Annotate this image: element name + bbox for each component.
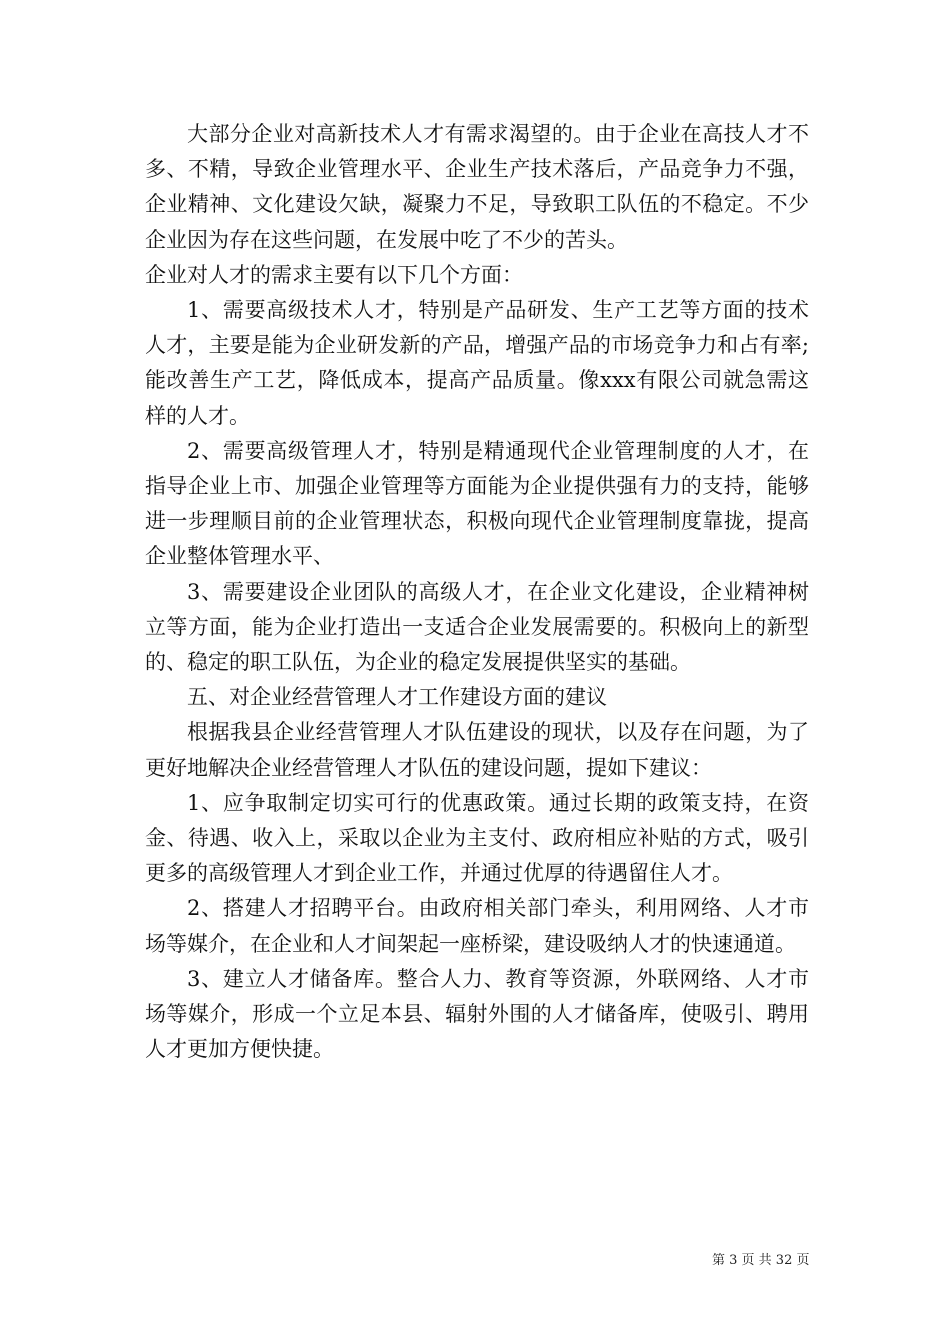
page-number-footer: 第 3 页 共 32 页 bbox=[712, 1253, 810, 1268]
paragraph-tech-talent: 1、需要高级技术人才，特别是产品研发、生产工艺等方面的技术人才，主要是能为企业研发新的产品，增强产品的市场竞争力和占有率;能改善生产工艺，降低成本，提高产品质量。像xxx有限公司就急需这样的人才。 bbox=[145, 298, 809, 428]
paragraph-demand-aspects: 企业对人才的需求主要有以下几个方面： bbox=[145, 262, 523, 287]
paragraph-suggestion-reserve: 3、建立人才储备库。整合人力、教育等资源，外联网络、人才市场等媒介，形成一个立足本县、辐射外围的人才储备库，使吸引、聘用人才更加方便快捷。 bbox=[145, 966, 809, 1062]
body-text bbox=[145, 117, 809, 1067]
paragraph-management-talent: 2、需要高级管理人才，特别是精通现代企业管理制度的人才，在指导企业上市、加强企业管理等方面能为企业提供强有力的支持，能够进一步理顺目前的企业管理状态，积极向现代企业管理制度靠拢，提高企业整体管理水平、 bbox=[145, 438, 809, 569]
paragraph-suggestions-intro: 根据我县企业经营管理人才队伍建设的现状，以及存在问题，为了更好地解决企业经营管理人才队伍的建设问题，提如下建议： bbox=[145, 720, 809, 780]
paragraph-talent-demand-intro: 大部分企业对高新技术人才有需求渴望的。由于企业在高技人才不多、不精，导致企业管理水平、企业生产技术落后，产品竞争力不强，企业精神、文化建设欠缺，凝聚力不足，导致职工队伍的不稳定。不少企业因为存在这些问题，在发展中吃了不少的苦头。 bbox=[145, 122, 809, 252]
paragraph-suggestion-policy: 1、应争取制定切实可行的优惠政策。通过长期的政策支持，在资金、待遇、收入上，采取以企业为主支付、政府相应补贴的方式，吸引更多的高级管理人才到企业工作，并通过优厚的待遇留住人才。 bbox=[145, 790, 809, 886]
paragraph-suggestion-platform: 2、搭建人才招聘平台。由政府相关部门牵头，利用网络、人才市场等媒介，在企业和人才间架起一座桥梁，建设吸纳人才的快速通道。 bbox=[145, 896, 809, 956]
section-heading-five: 五、对企业经营管理人才工作建设方面的建议 bbox=[187, 685, 607, 710]
paragraph-team-talent: 3、需要建设企业团队的高级人才，在企业文化建设，企业精神树立等方面，能为企业打造出一支适合企业发展需要的。积极向上的新型的、稳定的职工队伍，为企业的稳定发展提供坚实的基础。 bbox=[145, 579, 809, 675]
